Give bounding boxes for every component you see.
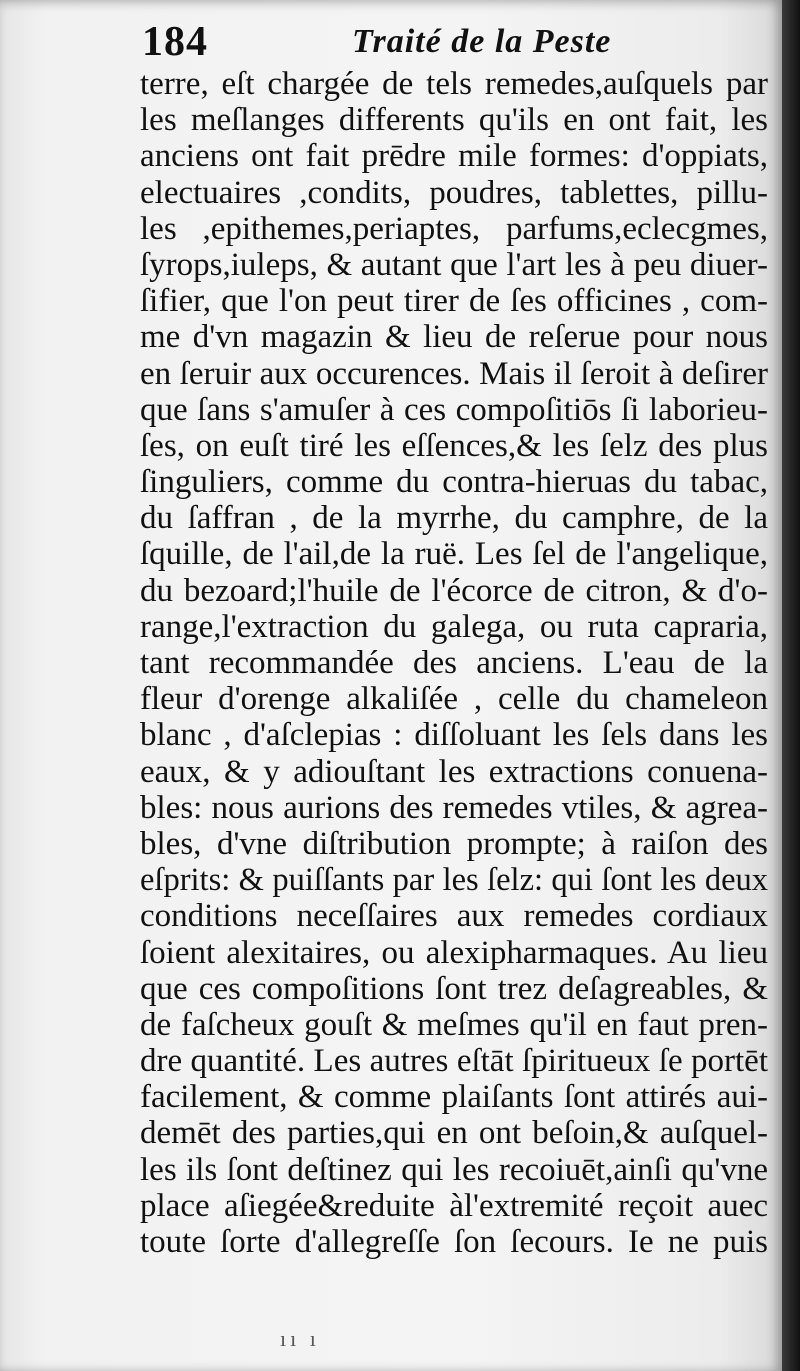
text-line: ſinguliers, comme du contra-hieruas du tabac, [140, 464, 768, 501]
text-line: conditions neceſſaires aux remedes cordiaux [140, 898, 768, 935]
text-line: bles, d'vne diſtribution prompte; à raiſon des [140, 825, 768, 862]
text-line: eaux, & y adiouſtant les extractions conuena- [140, 753, 768, 790]
text-line: du ſaffran , de la myrrhe, du camphre, de la [140, 500, 768, 537]
text-line: eſprits: & puiſſants par les ſelz: qui ſont les deux [140, 862, 768, 899]
text-line: anciens ont fait prēdre mile formes: d'oppiats, [140, 138, 768, 175]
text-line: demēt des parties,qui en ont beſoin,& auſquel- [140, 1115, 768, 1152]
text-line: toute ſorte d'allegreſſe ſon ſecours. Ie ne puis [140, 1224, 768, 1260]
text-line: ſoient alexitaires, ou alexipharmaques. Au lieu [140, 934, 768, 971]
text-line: blanc , d'aſclepias : diſſoluant les ſels dans les [140, 717, 768, 754]
text-line: ſyrops,iuleps, & autant que l'art les à peu diuer- [140, 246, 768, 283]
body-text [140, 66, 768, 1260]
text-line: les ils ſont deſtinez qui les recoiuēt,ainſi qu'vne [140, 1151, 768, 1188]
running-title: Traité de la Peste [352, 23, 612, 60]
text-line: de faſcheux gouſt & meſmes qu'il en faut pren- [140, 1006, 768, 1043]
text-line: facilement, & comme plaiſants ſont attirés aui- [140, 1079, 768, 1116]
text-line: fleur d'orenge alkaliſée , celle du chameleon [140, 681, 768, 718]
text-line: ſquille, de l'ail,de la ruë. Les ſel de l'angelique, [140, 536, 768, 573]
text-line: terre, eſt chargée de tels remedes,auſquels par [140, 66, 768, 102]
text-line: dre quantité. Les autres eſtāt ſpiritueux ſe portēt [140, 1043, 768, 1080]
text-line: ſes, on euſt tiré les eſſences,& les ſelz des plus [140, 427, 768, 464]
text-line: que ces compoſitions ſont trez deſagreables, & [140, 970, 768, 1007]
text-line: les ,epithemes,periaptes, parfums,eclecgmes, [140, 210, 768, 247]
book-spine-shadow [782, 0, 800, 1371]
signature-mark: ıı ı [280, 1326, 320, 1351]
text-line: place aſiegée&reduite àl'extremité reçoit auec [140, 1187, 768, 1224]
text-line: electuaires ,condits, poudres, tablettes, pillu- [140, 174, 768, 211]
text-line: ſifier, que l'on peut tirer de ſes officines , com- [140, 283, 768, 320]
page-number: 184 [142, 19, 208, 65]
page-header [142, 18, 762, 66]
text-line: me d'vn magazin & lieu de reſerue pour nous [140, 319, 768, 356]
text-line: en ſeruir aux occurences. Mais il ſeroit à deſirer [140, 355, 768, 392]
text-line: tant recommandée des anciens. L'eau de la [140, 645, 768, 681]
text-line: que ſans s'amuſer à ces compoſitiōs ſi laborieu- [140, 391, 768, 428]
text-line: les meſlanges differents qu'ils en ont fait, les [140, 102, 768, 139]
text-line: bles: nous aurions des remedes vtiles, & agrea- [140, 789, 768, 826]
text-line: du bezoard;l'huile de l'écorce de citron, & d'o- [140, 572, 768, 609]
text-line: range,l'extraction du galega, ou ruta capraria, [140, 608, 768, 645]
